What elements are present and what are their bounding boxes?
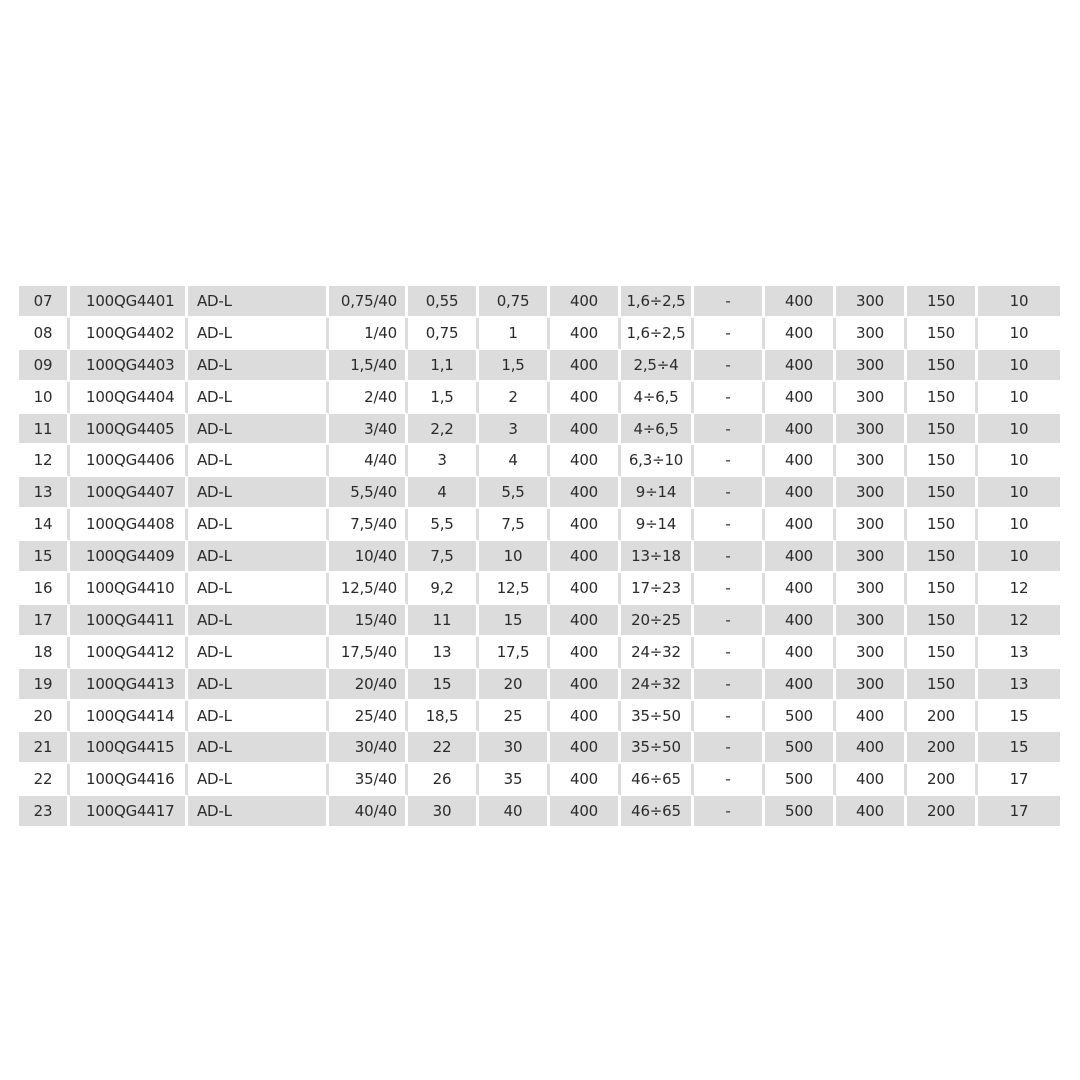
- weight-cell: 13: [978, 637, 1060, 669]
- dimension-c-cell: 150: [907, 573, 978, 605]
- dimension-b-cell: 300: [836, 445, 907, 477]
- power-kw-cell: 1,5: [408, 382, 479, 414]
- dimension-c-cell: 150: [907, 605, 978, 637]
- dash-cell: -: [694, 573, 765, 605]
- model-type-cell: AD-L: [188, 796, 329, 828]
- product-code-cell: 100QG4405: [70, 414, 188, 446]
- table-row: [19, 509, 1060, 541]
- dimension-c-cell: 150: [907, 477, 978, 509]
- dimension-c-cell: 200: [907, 764, 978, 796]
- product-code-cell: 100QG4412: [70, 637, 188, 669]
- voltage-cell: 400: [550, 477, 621, 509]
- product-code-cell: 100QG4401: [70, 286, 188, 318]
- weight-cell: 10: [978, 445, 1060, 477]
- table-row: [19, 605, 1060, 637]
- table-row: [19, 286, 1060, 318]
- current-range-cell: 17÷23: [621, 573, 694, 605]
- weight-cell: 12: [978, 605, 1060, 637]
- row-number-cell: 12: [19, 445, 70, 477]
- power-hp-cell: 1: [479, 318, 550, 350]
- dimension-b-cell: 300: [836, 669, 907, 701]
- dimension-a-cell: 500: [765, 796, 836, 828]
- rating-cell: 1/40: [329, 318, 408, 350]
- model-type-cell: AD-L: [188, 764, 329, 796]
- dimension-a-cell: 400: [765, 541, 836, 573]
- weight-cell: 10: [978, 286, 1060, 318]
- dimension-c-cell: 150: [907, 445, 978, 477]
- voltage-cell: 400: [550, 637, 621, 669]
- dash-cell: -: [694, 605, 765, 637]
- row-number-cell: 20: [19, 701, 70, 733]
- dimension-c-cell: 150: [907, 286, 978, 318]
- product-code-cell: 100QG4415: [70, 732, 188, 764]
- dimension-a-cell: 400: [765, 350, 836, 382]
- dimension-a-cell: 400: [765, 509, 836, 541]
- weight-cell: 10: [978, 509, 1060, 541]
- rating-cell: 40/40: [329, 796, 408, 828]
- model-type-cell: AD-L: [188, 509, 329, 541]
- table-body: [19, 286, 1060, 828]
- dash-cell: -: [694, 286, 765, 318]
- rating-cell: 1,5/40: [329, 350, 408, 382]
- power-kw-cell: 30: [408, 796, 479, 828]
- model-type-cell: AD-L: [188, 445, 329, 477]
- dimension-b-cell: 300: [836, 350, 907, 382]
- current-range-cell: 9÷14: [621, 509, 694, 541]
- product-table: [19, 286, 1060, 828]
- power-hp-cell: 3: [479, 414, 550, 446]
- power-kw-cell: 5,5: [408, 509, 479, 541]
- power-hp-cell: 40: [479, 796, 550, 828]
- dimension-b-cell: 300: [836, 477, 907, 509]
- dimension-a-cell: 400: [765, 414, 836, 446]
- current-range-cell: 9÷14: [621, 477, 694, 509]
- power-kw-cell: 11: [408, 605, 479, 637]
- power-kw-cell: 26: [408, 764, 479, 796]
- dash-cell: -: [694, 350, 765, 382]
- dash-cell: -: [694, 477, 765, 509]
- dimension-c-cell: 150: [907, 637, 978, 669]
- power-kw-cell: 0,75: [408, 318, 479, 350]
- table-row: [19, 701, 1060, 733]
- power-kw-cell: 3: [408, 445, 479, 477]
- row-number-cell: 22: [19, 764, 70, 796]
- dimension-b-cell: 300: [836, 637, 907, 669]
- power-hp-cell: 17,5: [479, 637, 550, 669]
- table-row: [19, 350, 1060, 382]
- weight-cell: 13: [978, 669, 1060, 701]
- current-range-cell: 46÷65: [621, 764, 694, 796]
- power-hp-cell: 1,5: [479, 350, 550, 382]
- power-kw-cell: 2,2: [408, 414, 479, 446]
- rating-cell: 2/40: [329, 382, 408, 414]
- power-hp-cell: 15: [479, 605, 550, 637]
- rating-cell: 4/40: [329, 445, 408, 477]
- voltage-cell: 400: [550, 350, 621, 382]
- dimension-a-cell: 400: [765, 669, 836, 701]
- power-hp-cell: 35: [479, 764, 550, 796]
- voltage-cell: 400: [550, 669, 621, 701]
- dimension-b-cell: 300: [836, 573, 907, 605]
- dimension-c-cell: 150: [907, 382, 978, 414]
- power-kw-cell: 0,55: [408, 286, 479, 318]
- dimension-a-cell: 400: [765, 573, 836, 605]
- voltage-cell: 400: [550, 605, 621, 637]
- dimension-c-cell: 200: [907, 732, 978, 764]
- model-type-cell: AD-L: [188, 573, 329, 605]
- power-kw-cell: 9,2: [408, 573, 479, 605]
- dimension-b-cell: 300: [836, 605, 907, 637]
- dimension-c-cell: 150: [907, 414, 978, 446]
- table-row: [19, 796, 1060, 828]
- rating-cell: 10/40: [329, 541, 408, 573]
- voltage-cell: 400: [550, 509, 621, 541]
- row-number-cell: 13: [19, 477, 70, 509]
- model-type-cell: AD-L: [188, 382, 329, 414]
- rating-cell: 20/40: [329, 669, 408, 701]
- power-kw-cell: 18,5: [408, 701, 479, 733]
- dimension-b-cell: 400: [836, 796, 907, 828]
- current-range-cell: 4÷6,5: [621, 382, 694, 414]
- dimension-c-cell: 200: [907, 796, 978, 828]
- model-type-cell: AD-L: [188, 318, 329, 350]
- rating-cell: 0,75/40: [329, 286, 408, 318]
- row-number-cell: 19: [19, 669, 70, 701]
- table-row: [19, 637, 1060, 669]
- current-range-cell: 2,5÷4: [621, 350, 694, 382]
- rating-cell: 15/40: [329, 605, 408, 637]
- current-range-cell: 4÷6,5: [621, 414, 694, 446]
- rating-cell: 3/40: [329, 414, 408, 446]
- dimension-c-cell: 150: [907, 509, 978, 541]
- dash-cell: -: [694, 764, 765, 796]
- product-code-cell: 100QG4414: [70, 701, 188, 733]
- power-kw-cell: 1,1: [408, 350, 479, 382]
- voltage-cell: 400: [550, 573, 621, 605]
- current-range-cell: 35÷50: [621, 732, 694, 764]
- product-code-cell: 100QG4410: [70, 573, 188, 605]
- dimension-a-cell: 500: [765, 732, 836, 764]
- power-hp-cell: 2: [479, 382, 550, 414]
- rating-cell: 25/40: [329, 701, 408, 733]
- dash-cell: -: [694, 637, 765, 669]
- dimension-c-cell: 150: [907, 350, 978, 382]
- model-type-cell: AD-L: [188, 541, 329, 573]
- power-hp-cell: 20: [479, 669, 550, 701]
- rating-cell: 17,5/40: [329, 637, 408, 669]
- dash-cell: -: [694, 382, 765, 414]
- current-range-cell: 1,6÷2,5: [621, 286, 694, 318]
- voltage-cell: 400: [550, 732, 621, 764]
- voltage-cell: 400: [550, 318, 621, 350]
- power-kw-cell: 15: [408, 669, 479, 701]
- table-row: [19, 477, 1060, 509]
- power-hp-cell: 25: [479, 701, 550, 733]
- power-kw-cell: 7,5: [408, 541, 479, 573]
- dimension-c-cell: 150: [907, 541, 978, 573]
- dash-cell: -: [694, 445, 765, 477]
- dash-cell: -: [694, 669, 765, 701]
- power-hp-cell: 12,5: [479, 573, 550, 605]
- dimension-b-cell: 300: [836, 286, 907, 318]
- row-number-cell: 11: [19, 414, 70, 446]
- model-type-cell: AD-L: [188, 637, 329, 669]
- row-number-cell: 10: [19, 382, 70, 414]
- dimension-c-cell: 150: [907, 669, 978, 701]
- row-number-cell: 07: [19, 286, 70, 318]
- voltage-cell: 400: [550, 764, 621, 796]
- row-number-cell: 16: [19, 573, 70, 605]
- rating-cell: 7,5/40: [329, 509, 408, 541]
- product-code-cell: 100QG4416: [70, 764, 188, 796]
- weight-cell: 12: [978, 573, 1060, 605]
- dimension-a-cell: 400: [765, 382, 836, 414]
- weight-cell: 10: [978, 414, 1060, 446]
- table-row: [19, 573, 1060, 605]
- voltage-cell: 400: [550, 414, 621, 446]
- model-type-cell: AD-L: [188, 477, 329, 509]
- table-row: [19, 382, 1060, 414]
- dimension-b-cell: 300: [836, 318, 907, 350]
- product-code-cell: 100QG4404: [70, 382, 188, 414]
- dimension-a-cell: 400: [765, 286, 836, 318]
- product-code-cell: 100QG4406: [70, 445, 188, 477]
- dimension-b-cell: 300: [836, 541, 907, 573]
- dimension-a-cell: 400: [765, 637, 836, 669]
- current-range-cell: 20÷25: [621, 605, 694, 637]
- voltage-cell: 400: [550, 701, 621, 733]
- power-hp-cell: 10: [479, 541, 550, 573]
- product-code-cell: 100QG4409: [70, 541, 188, 573]
- model-type-cell: AD-L: [188, 605, 329, 637]
- weight-cell: 10: [978, 541, 1060, 573]
- power-hp-cell: 5,5: [479, 477, 550, 509]
- dash-cell: -: [694, 318, 765, 350]
- dimension-a-cell: 400: [765, 445, 836, 477]
- power-hp-cell: 7,5: [479, 509, 550, 541]
- product-code-cell: 100QG4417: [70, 796, 188, 828]
- dimension-a-cell: 500: [765, 764, 836, 796]
- voltage-cell: 400: [550, 286, 621, 318]
- model-type-cell: AD-L: [188, 286, 329, 318]
- table-row: [19, 764, 1060, 796]
- product-table-container: [19, 286, 1060, 828]
- dimension-b-cell: 300: [836, 382, 907, 414]
- dash-cell: -: [694, 541, 765, 573]
- voltage-cell: 400: [550, 382, 621, 414]
- dimension-b-cell: 300: [836, 509, 907, 541]
- rating-cell: 5,5/40: [329, 477, 408, 509]
- voltage-cell: 400: [550, 796, 621, 828]
- product-code-cell: 100QG4407: [70, 477, 188, 509]
- weight-cell: 10: [978, 318, 1060, 350]
- current-range-cell: 35÷50: [621, 701, 694, 733]
- weight-cell: 10: [978, 350, 1060, 382]
- table-row: [19, 318, 1060, 350]
- product-code-cell: 100QG4402: [70, 318, 188, 350]
- model-type-cell: AD-L: [188, 350, 329, 382]
- product-code-cell: 100QG4403: [70, 350, 188, 382]
- current-range-cell: 13÷18: [621, 541, 694, 573]
- power-kw-cell: 13: [408, 637, 479, 669]
- current-range-cell: 1,6÷2,5: [621, 318, 694, 350]
- voltage-cell: 400: [550, 445, 621, 477]
- row-number-cell: 08: [19, 318, 70, 350]
- row-number-cell: 17: [19, 605, 70, 637]
- rating-cell: 12,5/40: [329, 573, 408, 605]
- rating-cell: 30/40: [329, 732, 408, 764]
- power-hp-cell: 4: [479, 445, 550, 477]
- dimension-b-cell: 400: [836, 701, 907, 733]
- weight-cell: 10: [978, 477, 1060, 509]
- row-number-cell: 14: [19, 509, 70, 541]
- product-code-cell: 100QG4408: [70, 509, 188, 541]
- row-number-cell: 21: [19, 732, 70, 764]
- table-row: [19, 732, 1060, 764]
- dash-cell: -: [694, 414, 765, 446]
- current-range-cell: 24÷32: [621, 669, 694, 701]
- dimension-c-cell: 200: [907, 701, 978, 733]
- table-row: [19, 414, 1060, 446]
- row-number-cell: 23: [19, 796, 70, 828]
- current-range-cell: 24÷32: [621, 637, 694, 669]
- weight-cell: 15: [978, 701, 1060, 733]
- row-number-cell: 09: [19, 350, 70, 382]
- table-row: [19, 445, 1060, 477]
- model-type-cell: AD-L: [188, 669, 329, 701]
- weight-cell: 10: [978, 382, 1060, 414]
- product-code-cell: 100QG4413: [70, 669, 188, 701]
- model-type-cell: AD-L: [188, 701, 329, 733]
- current-range-cell: 46÷65: [621, 796, 694, 828]
- weight-cell: 17: [978, 764, 1060, 796]
- model-type-cell: AD-L: [188, 732, 329, 764]
- power-kw-cell: 4: [408, 477, 479, 509]
- dimension-b-cell: 300: [836, 414, 907, 446]
- dimension-b-cell: 400: [836, 732, 907, 764]
- current-range-cell: 6,3÷10: [621, 445, 694, 477]
- dash-cell: -: [694, 796, 765, 828]
- voltage-cell: 400: [550, 541, 621, 573]
- table-row: [19, 669, 1060, 701]
- product-code-cell: 100QG4411: [70, 605, 188, 637]
- dimension-a-cell: 400: [765, 318, 836, 350]
- dash-cell: -: [694, 732, 765, 764]
- table-row: [19, 541, 1060, 573]
- row-number-cell: 18: [19, 637, 70, 669]
- power-hp-cell: 30: [479, 732, 550, 764]
- dimension-a-cell: 400: [765, 605, 836, 637]
- dash-cell: -: [694, 509, 765, 541]
- row-number-cell: 15: [19, 541, 70, 573]
- power-hp-cell: 0,75: [479, 286, 550, 318]
- rating-cell: 35/40: [329, 764, 408, 796]
- dimension-c-cell: 150: [907, 318, 978, 350]
- dimension-b-cell: 400: [836, 764, 907, 796]
- dimension-a-cell: 400: [765, 477, 836, 509]
- weight-cell: 17: [978, 796, 1060, 828]
- weight-cell: 15: [978, 732, 1060, 764]
- power-kw-cell: 22: [408, 732, 479, 764]
- dash-cell: -: [694, 701, 765, 733]
- dimension-a-cell: 500: [765, 701, 836, 733]
- model-type-cell: AD-L: [188, 414, 329, 446]
